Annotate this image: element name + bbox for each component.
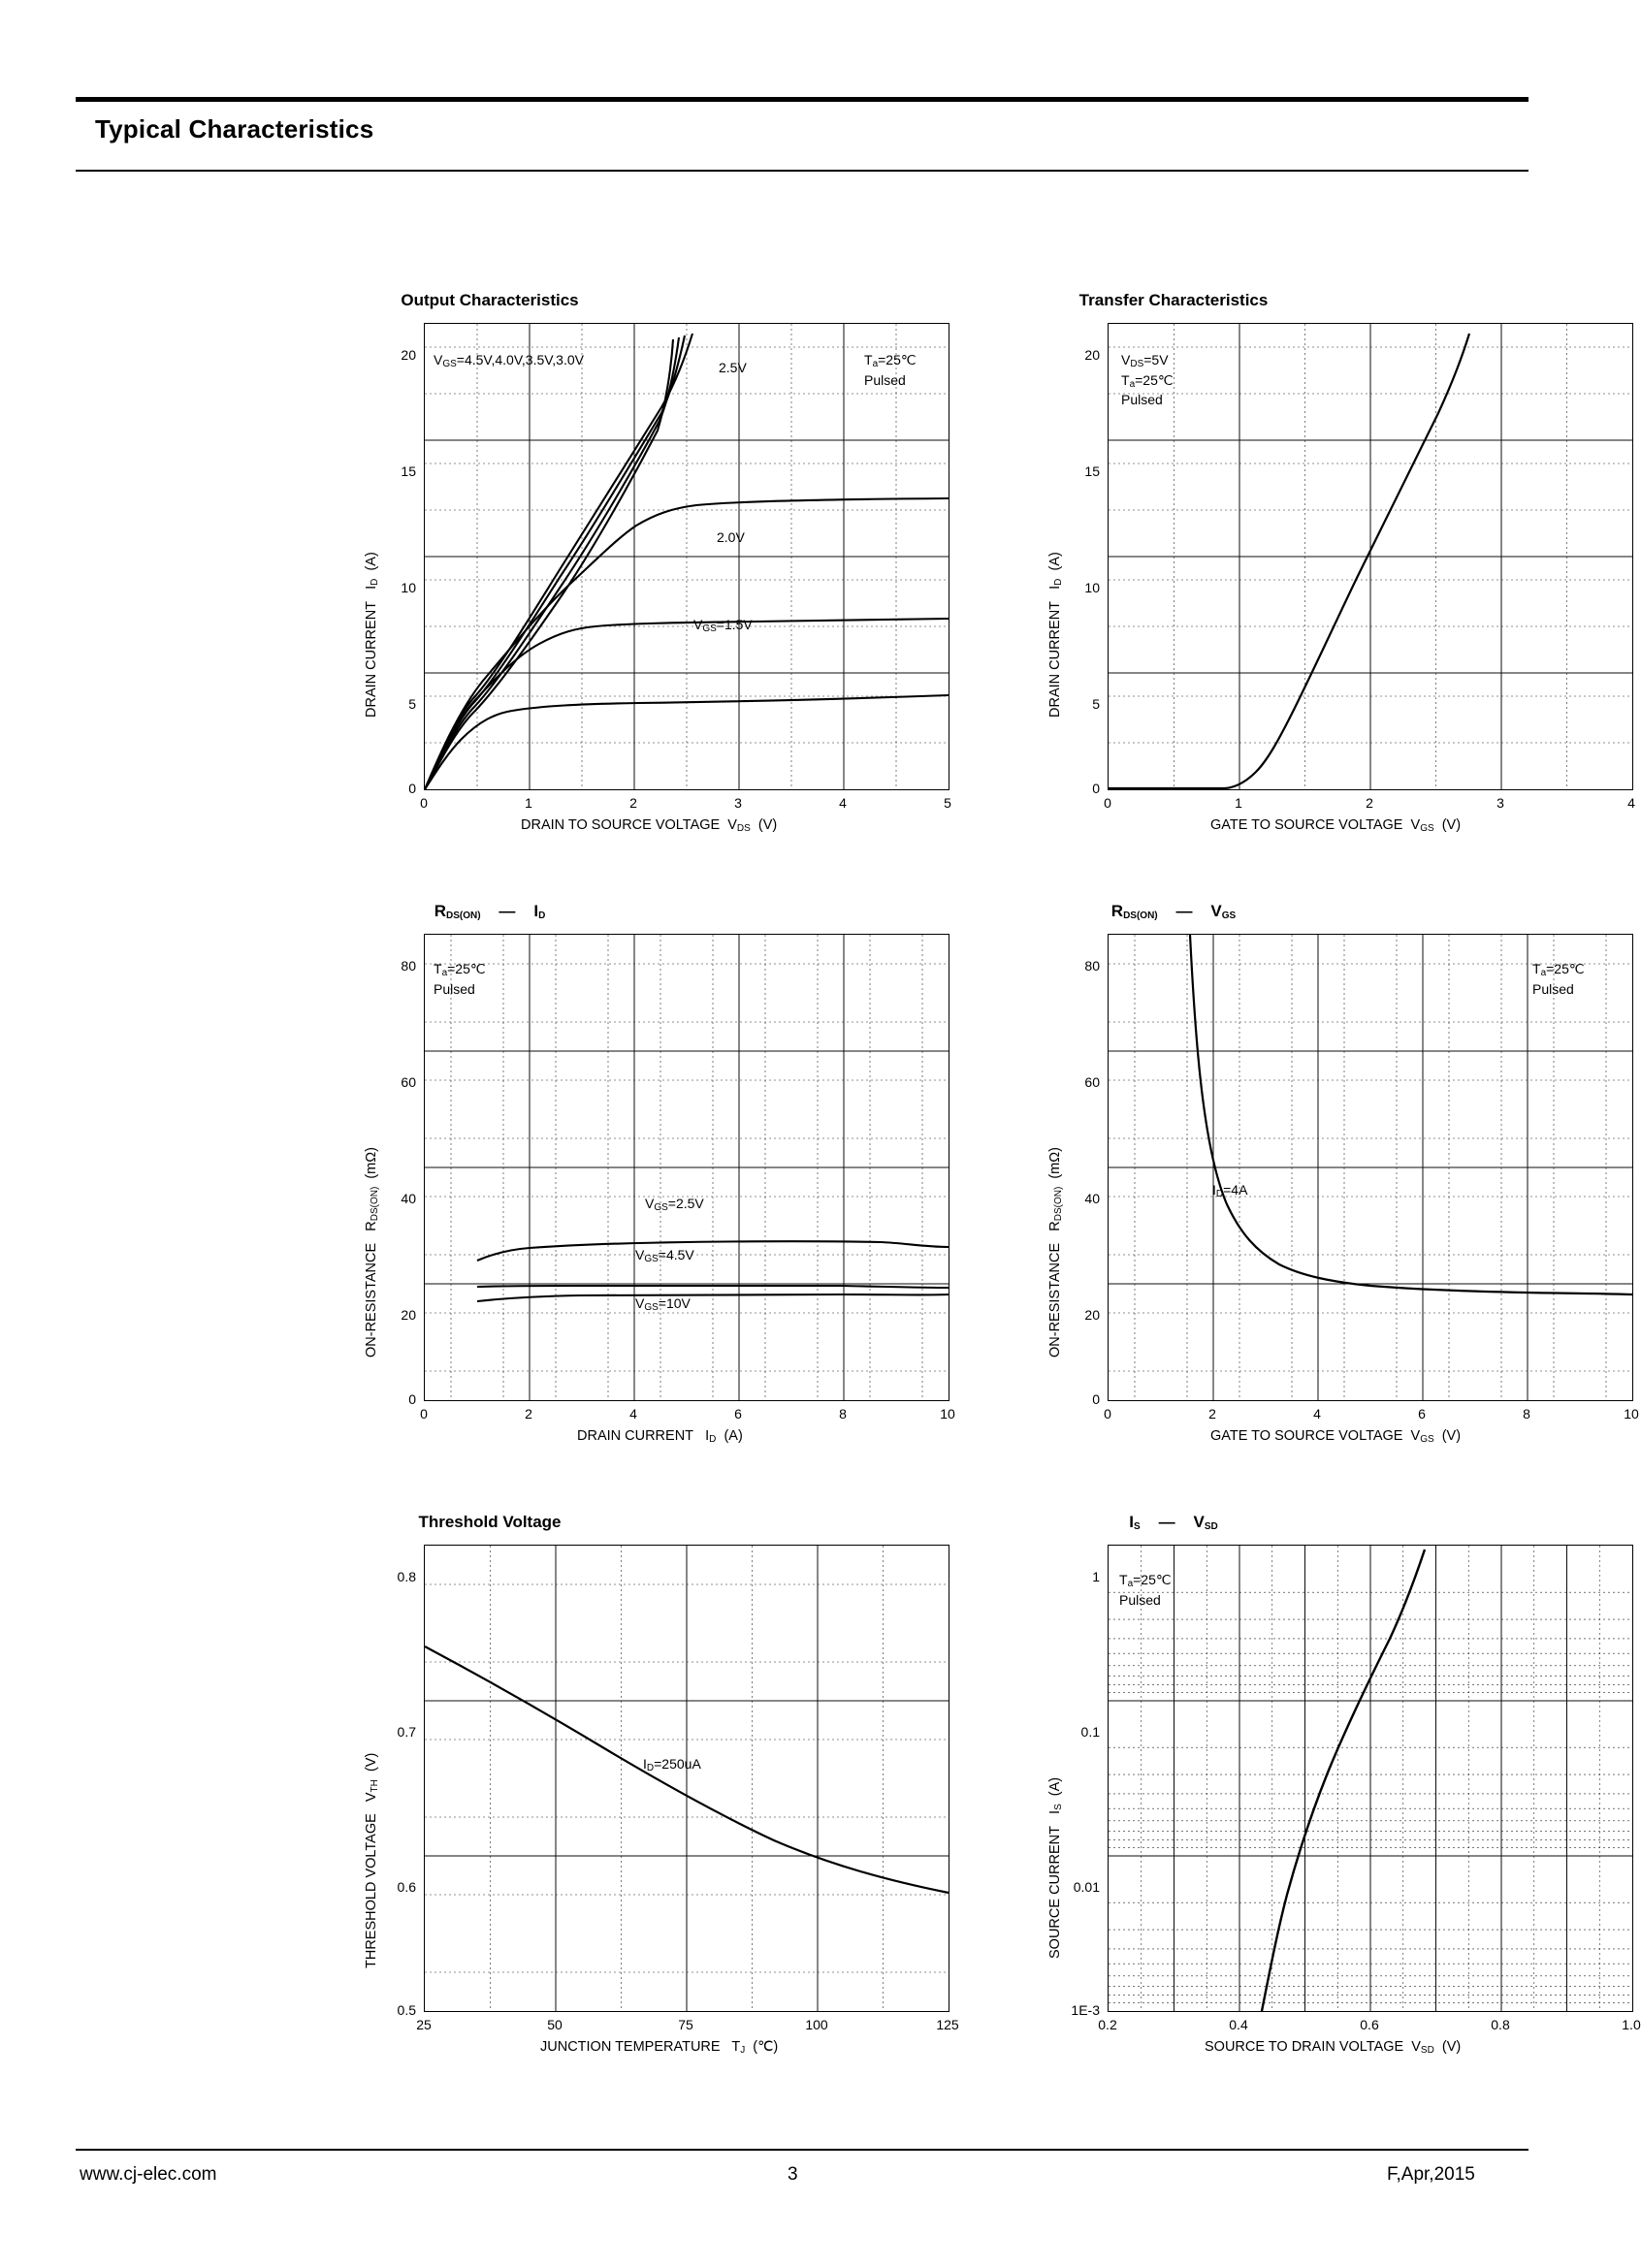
xtick: 2 <box>629 795 637 811</box>
annotation-2p5v: 2.5V <box>719 360 747 375</box>
annotation-conditions: $T_a=25℃$ Pulsed <box>1532 961 1585 997</box>
annotation-vgs-2p5v: $V_{GS}=2.5V$ <box>645 1196 704 1213</box>
x-axis-label: JUNCTION TEMPERATURE $T_J$ (℃) <box>540 2039 779 2056</box>
xtick: 100 <box>805 2017 828 2032</box>
annotation-conditions: $T_a=25℃$ Pulsed <box>434 961 486 997</box>
header-rule-bottom <box>76 170 1528 172</box>
ytick: 0.1 <box>1080 1724 1100 1740</box>
annotation-conditions: $T_a=25℃$ Pulsed <box>1119 1572 1172 1608</box>
chart-output-characteristics <box>179 291 951 834</box>
ytick: 40 <box>401 1191 416 1206</box>
chart-title: $I_S$ — $V_{SD}$ <box>1129 1513 1218 1532</box>
chart-title: Transfer Characteristics <box>1078 291 1269 309</box>
xtick: 0.6 <box>1360 2017 1379 2032</box>
ytick: 0 <box>1092 781 1100 796</box>
plot-canvas-transfer <box>1109 324 1632 789</box>
x-axis-label: SOURCE TO DRAIN VOLTAGE $V_{SD}$ (V) <box>1205 2039 1462 2056</box>
xtick: 1 <box>1235 795 1242 811</box>
ytick: 0.5 <box>397 2002 416 2018</box>
annotation-vgs-group: $V_{GS}=4.5V,4.0V,3.5V,3.0V$ <box>434 352 584 369</box>
xtick: 4 <box>839 795 847 811</box>
y-axis-label: THRESHOLD VOLTAGE $V_{TH}$ (V) <box>364 1752 380 1968</box>
xtick: 4 <box>629 1406 637 1421</box>
chart-transfer-characteristics <box>863 291 1635 834</box>
ytick: 10 <box>401 580 416 595</box>
xtick: 75 <box>678 2017 693 2032</box>
xtick: 0 <box>420 1406 428 1421</box>
xtick: 10 <box>940 1406 955 1421</box>
chart-rdson-vs-id <box>179 902 955 1445</box>
xtick: 0 <box>1104 795 1111 811</box>
xtick: 50 <box>547 2017 563 2032</box>
xtick: 8 <box>1523 1406 1530 1421</box>
footer-rule <box>76 2149 1528 2151</box>
ytick: 60 <box>401 1074 416 1090</box>
ytick: 1 <box>1092 1569 1100 1584</box>
ytick: 20 <box>401 1307 416 1323</box>
ytick: 80 <box>401 958 416 974</box>
annotation-2p0v: 2.0V <box>717 529 745 545</box>
ytick: 1E-3 <box>1071 2002 1100 2018</box>
y-axis-label: DRAIN CURRENT $I_D$ (A) <box>364 552 380 718</box>
ytick: 0 <box>1092 1391 1100 1407</box>
ytick: 40 <box>1084 1191 1100 1206</box>
y-axis-label: SOURCE CURRENT $I_S$ (A) <box>1047 1776 1064 1959</box>
footer-page-number: 3 <box>788 2164 798 2185</box>
ytick: 0 <box>408 781 416 796</box>
xtick: 2 <box>1208 1406 1216 1421</box>
annotation-vgs-10v: $V_{GS}=10V$ <box>635 1295 691 1313</box>
plot-canvas-rdson-vgs <box>1109 935 1632 1400</box>
plot-canvas-is-vsd <box>1109 1546 1632 2011</box>
y-axis-label: ON-RESISTANCE $R_{DS(ON)}$ (mΩ) <box>1047 1147 1064 1358</box>
ytick: 20 <box>401 347 416 363</box>
y-axis-label: ON-RESISTANCE $R_{DS(ON)}$ (mΩ) <box>364 1147 380 1358</box>
ytick: 0.8 <box>397 1569 416 1584</box>
ytick: 0.01 <box>1073 1879 1100 1895</box>
annotation-id-250ua: $I_D=250uA$ <box>643 1756 701 1773</box>
ytick: 15 <box>401 463 416 479</box>
ytick: 0.6 <box>397 1879 416 1895</box>
chart-title: Output Characteristics <box>401 291 579 309</box>
chart-title: Threshold Voltage <box>418 1513 562 1531</box>
page-title: Typical Characteristics <box>95 114 374 144</box>
ytick: 5 <box>408 696 416 712</box>
ytick: 0 <box>408 1391 416 1407</box>
annotation-vgs-4p5v: $V_{GS}=4.5V$ <box>635 1247 694 1264</box>
xtick: 3 <box>734 795 742 811</box>
xtick: 0.2 <box>1098 2017 1117 2032</box>
header-rule-top <box>76 97 1528 102</box>
xtick: 3 <box>1496 795 1504 811</box>
y-axis-label: DRAIN CURRENT $I_D$ (A) <box>1047 552 1064 718</box>
xtick: 4 <box>1627 795 1635 811</box>
chart-title: $R_{DS(ON)}$ — $V_{GS}$ <box>1110 902 1237 921</box>
ytick: 0.7 <box>397 1724 416 1740</box>
ytick: 60 <box>1084 1074 1100 1090</box>
xtick: 2 <box>525 1406 532 1421</box>
xtick: 125 <box>936 2017 959 2032</box>
xtick: 5 <box>944 795 951 811</box>
ytick: 10 <box>1084 580 1100 595</box>
chart-is-vs-vsd <box>863 1513 1641 2056</box>
x-axis-label: DRAIN TO SOURCE VOLTAGE $V_{DS}$ (V) <box>521 817 778 834</box>
xtick: 0.8 <box>1491 2017 1510 2032</box>
xtick: 0 <box>1104 1406 1111 1421</box>
xtick: 0.4 <box>1229 2017 1248 2032</box>
ytick: 20 <box>1084 347 1100 363</box>
footer-website: www.cj-elec.com <box>80 2164 217 2185</box>
xtick: 0 <box>420 795 428 811</box>
annotation-conditions: $T_a=25℃$ Pulsed <box>864 352 917 388</box>
xtick: 4 <box>1313 1406 1321 1421</box>
xtick: 25 <box>416 2017 432 2032</box>
x-axis-label: GATE TO SOURCE VOLTAGE $V_{GS}$ (V) <box>1210 817 1462 834</box>
xtick: 6 <box>734 1406 742 1421</box>
annotation-id-4a: $I_D=4A$ <box>1212 1182 1248 1199</box>
footer-revision: F,Apr,2015 <box>1387 2164 1475 2185</box>
xtick: 1 <box>525 795 532 811</box>
xtick: 6 <box>1418 1406 1426 1421</box>
ytick: 80 <box>1084 958 1100 974</box>
chart-threshold-voltage <box>179 1513 959 2056</box>
ytick: 20 <box>1084 1307 1100 1323</box>
chart-rdson-vs-vgs <box>863 902 1639 1445</box>
ytick: 15 <box>1084 463 1100 479</box>
annotation-vgs-1p5v: $V_{GS}=1.5V$ <box>693 617 753 634</box>
xtick: 2 <box>1366 795 1373 811</box>
xtick: 1.0 <box>1622 2017 1641 2032</box>
annotation-conditions: $V_{DS}=5V$ $T_a=25℃$ Pulsed <box>1121 352 1174 407</box>
x-axis-label: GATE TO SOURCE VOLTAGE $V_{GS}$ (V) <box>1210 1428 1462 1445</box>
x-axis-label: DRAIN CURRENT $I_D$ (A) <box>577 1428 743 1445</box>
chart-title: $R_{DS(ON)}$ — $I_D$ <box>434 902 546 921</box>
xtick: 10 <box>1624 1406 1639 1421</box>
ytick: 5 <box>1092 696 1100 712</box>
xtick: 8 <box>839 1406 847 1421</box>
